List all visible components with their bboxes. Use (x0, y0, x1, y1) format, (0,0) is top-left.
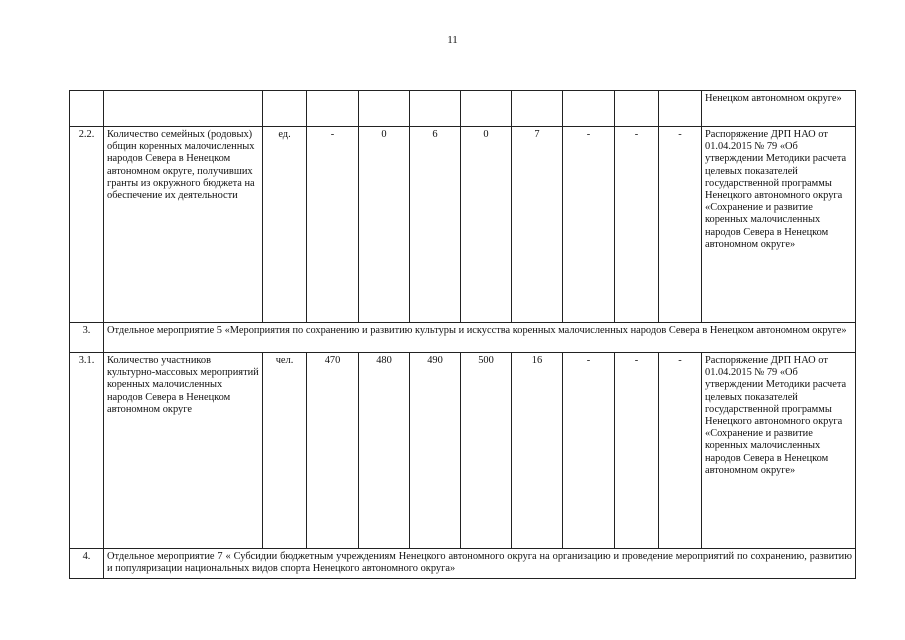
value-cell (512, 91, 563, 127)
source-cell: Распоряжение ДРП НАО от 01.04.2015 № 79 «Об утверждении Методики расчета целевых показателей государственной программы Ненецкого автономного округа «Сохранение и развитие коренных малочисленных народов Севера в Ненецком автономном округе» (702, 353, 856, 549)
value-cell: 490 (410, 353, 461, 549)
value-cell: - (659, 353, 702, 549)
num-cell: 3.1. (70, 353, 104, 549)
value-cell (461, 91, 512, 127)
table-row-continuation (70, 91, 856, 127)
indicator-cell: Количество семейных (родовых) общин коренных малочисленных народов Севера в Ненецком автономном округе, получивших гранты из окружного бюджета на обеспечение их деятельности (104, 127, 263, 323)
section-title-cell: Отдельное мероприятие 7 « Субсидии бюджетным учреждениям Ненецкого автономного округа на организацию и проведение мероприятий по сохранению, развитию и популяризации национальных видов спорта Ненецкого автономного округа» (104, 549, 856, 579)
value-cell: - (615, 353, 659, 549)
table-row-2-2 (70, 127, 856, 323)
unit-cell: чел. (263, 353, 307, 549)
value-cell: - (563, 127, 615, 323)
value-cell: - (563, 353, 615, 549)
value-cell: 0 (359, 127, 410, 323)
value-cell (307, 91, 359, 127)
section-title-cell: Отдельное мероприятие 5 «Мероприятия по сохранению и развитию культуры и искусства коренных малочисленных народов Севера в Ненецком автономном округе» (104, 323, 856, 353)
indicator-cell: Количество участников культурно-массовых мероприятий коренных малочисленных народов Севера в Ненецком автономном округе (104, 353, 263, 549)
page-number: 11 (447, 34, 458, 46)
value-cell: 500 (461, 353, 512, 549)
value-cell: 0 (461, 127, 512, 323)
table-row-section-3 (70, 323, 856, 353)
source-cell: Распоряжение ДРП НАО от 01.04.2015 № 79 «Об утверждении Методики расчета целевых показателей государственной программы Ненецкого автономного округа «Сохранение и развитие коренных малочисленных народов Севера в Ненецком автономном округе» (702, 127, 856, 323)
value-cell: - (307, 127, 359, 323)
num-cell: 3. (70, 323, 104, 353)
num-cell: 2.2. (70, 127, 104, 323)
value-cell (410, 91, 461, 127)
value-cell: 470 (307, 353, 359, 549)
value-cell: 480 (359, 353, 410, 549)
value-cell (659, 91, 702, 127)
value-cell (359, 91, 410, 127)
value-cell (615, 91, 659, 127)
table-row-3-1 (70, 353, 856, 549)
unit-cell: ед. (263, 127, 307, 323)
unit-cell (263, 91, 307, 127)
value-cell: 7 (512, 127, 563, 323)
value-cell: - (615, 127, 659, 323)
value-cell (563, 91, 615, 127)
indicator-cell (104, 91, 263, 127)
indicators-table (69, 90, 856, 579)
value-cell: - (659, 127, 702, 323)
table-row-section-4 (70, 549, 856, 579)
value-cell: 16 (512, 353, 563, 549)
value-cell: 6 (410, 127, 461, 323)
source-cell: Ненецком автономном округе» (702, 91, 856, 127)
num-cell: 4. (70, 549, 104, 579)
num-cell (70, 91, 104, 127)
